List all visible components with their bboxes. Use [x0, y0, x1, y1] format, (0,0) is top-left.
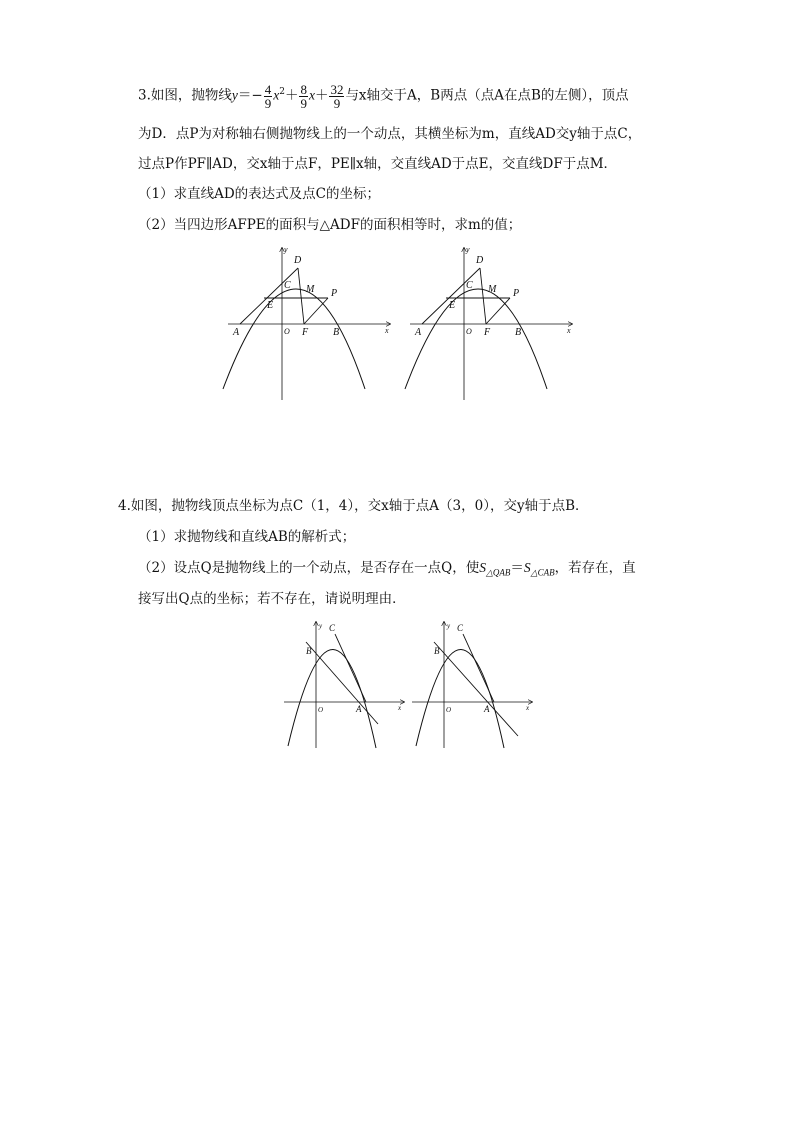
q4-figure-left: [280, 618, 410, 753]
label-P: P: [331, 288, 338, 299]
label-y: y: [319, 622, 323, 630]
fraction-32-9: $\frac{32}{9}$: [330, 81, 344, 111]
label-B: B: [333, 327, 340, 338]
label-D: D: [476, 255, 484, 266]
label-O: O: [284, 327, 290, 336]
label-C: C: [457, 623, 464, 633]
label-A: A: [233, 327, 240, 338]
label-M: M: [306, 284, 315, 295]
label-x: x: [385, 326, 389, 335]
label-A: A: [415, 327, 422, 338]
label-A: A: [356, 704, 362, 714]
label-O: O: [466, 327, 472, 336]
q3-number: 3.: [138, 87, 151, 104]
q4-part-2: （2）设点Q是抛物线上的一个动点，是否存在一点Q，使$S_{\triangle QAB}=S_{\triangle CAB}$，若存在，直: [138, 560, 636, 578]
label-x: x: [526, 704, 530, 712]
fraction-4-9: $\frac{4}{9}$: [264, 81, 272, 111]
label-C: C: [329, 623, 336, 633]
label-x: x: [398, 704, 402, 712]
label-C: C: [284, 280, 291, 291]
label-B: B: [434, 646, 440, 656]
label-B: B: [306, 646, 312, 656]
label-A: A: [484, 704, 490, 714]
label-C: C: [466, 280, 473, 291]
label-O: O: [446, 706, 452, 714]
q4-figure-right: [408, 618, 538, 753]
q3-line-1: 3.如图，抛物线y＝− $\frac{4}{9}$ $x^2+$ $\frac{8}{9}$ x＋ $\frac{32}{9}$ 与x轴交于A，B两点（点A在点B的左侧），顶点: [138, 81, 629, 111]
label-y: y: [284, 245, 288, 254]
label-E: E: [449, 300, 456, 311]
label-M: M: [488, 284, 497, 295]
q3-part-2: （2）当四边形AFPE的面积与△ADF的面积相等时，求m的值；: [138, 217, 522, 233]
label-F: F: [302, 327, 309, 338]
q4-part-1: （1）求抛物线和直线AB的解析式；: [138, 529, 356, 545]
fraction-8-9: $\frac{8}{9}$: [300, 81, 307, 111]
q3-figure-left: [218, 244, 398, 404]
label-E: E: [267, 300, 274, 311]
q3-line-3: 过点P作PF∥AD，交x轴于点F，PE∥x轴，交直线AD于点E，交直线DF于点M．: [138, 156, 618, 172]
label-F: F: [484, 327, 491, 338]
label-B: B: [515, 327, 522, 338]
q3-part-1: （1）求直线AD的表达式及点C的坐标；: [138, 186, 380, 202]
label-O: O: [318, 706, 324, 714]
q3-figure-right: [400, 244, 580, 404]
label-y: y: [466, 245, 470, 254]
label-D: D: [294, 255, 302, 266]
label-y: y: [447, 622, 451, 630]
q4-line-1: 4.如图，抛物线顶点坐标为点C（1，4），交x轴于点A（3，0），交y轴于点B．: [118, 498, 589, 514]
label-x: x: [567, 326, 571, 335]
label-P: P: [513, 288, 520, 299]
q4-number: 4.: [118, 498, 131, 514]
q4-part-3: 接写出Q点的坐标；若不存在，请说明理由．: [138, 591, 406, 607]
q3-line-2: 为D．点P为对称轴右侧抛物线上的一个动点，其横坐标为m，直线AD交y轴于点C，: [138, 126, 642, 142]
